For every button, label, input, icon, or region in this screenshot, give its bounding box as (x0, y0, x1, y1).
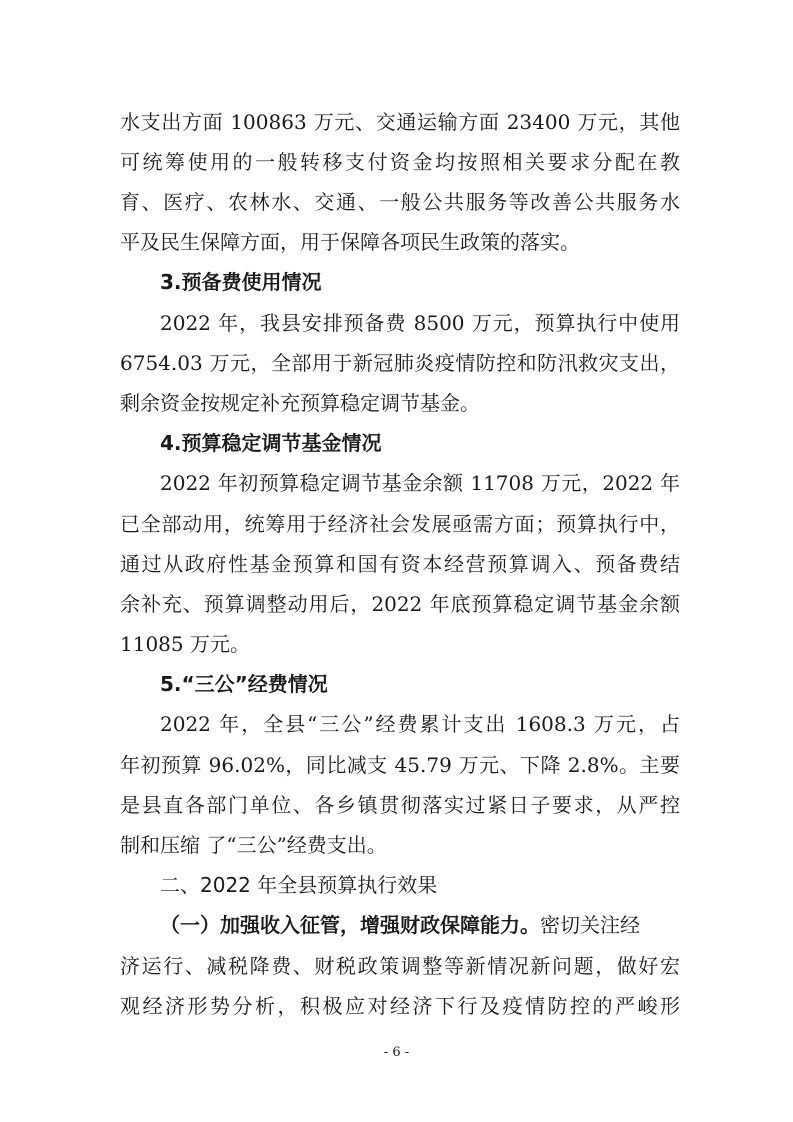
paragraph-line: 平及民生保障方面，用于保障各项民生政策的落实。 (120, 230, 580, 254)
paragraph-line: 通过从政府性基金预算和国有资本经营预算调入、预备费结 (120, 552, 680, 576)
paragraph-line: 已全部动用，统筹用于经济社会发展亟需方面；预算执行中， (120, 512, 680, 536)
chapter-heading: 二、2022 年全县预算执行效果 (160, 873, 438, 897)
paragraph-line: 2022 年，我县安排预备费 8500 万元，预算执行中使用 (160, 311, 680, 335)
paragraph-line: 观经济形势分析，积极应对经济下行及疫情防控的严峻形 (120, 994, 680, 1018)
section-heading: 3.预备费使用情况 (160, 270, 322, 294)
paragraph-text: 密切关注经 (540, 913, 640, 937)
paragraph-line (160, 913, 680, 937)
bold-lead: （一）加强收入征管，增强财政保障能力。 (160, 913, 540, 937)
paragraph-line: 6754.03 万元，全部用于新冠肺炎疫情防控和防汛救灾支出， (120, 351, 680, 375)
paragraph-line: 是县直各部门单位、各乡镇贯彻落实过紧日子要求，从严控 (120, 793, 680, 817)
paragraph-line: 育、医疗、农林水、交通、一般公共服务等改善公共服务水 (120, 190, 680, 214)
paragraph-line: 制和压缩 了“三公”经费支出。 (120, 833, 387, 857)
paragraph-line: 11085 万元。 (120, 632, 250, 656)
paragraph-line: 2022 年，全县“三公”经费累计支出 1608.3 万元，占 (160, 712, 680, 736)
section-heading: 4.预算稳定调节基金情况 (160, 431, 382, 455)
paragraph-line: 余补充、预算调整动用后，2022 年底预算稳定调节基金余额 (120, 592, 680, 616)
page-number: - 6 - (383, 1045, 410, 1060)
paragraph-line: 济运行、减税降费、财税政策调整等新情况新问题，做好宏 (120, 954, 680, 978)
paragraph-line: 水支出方面 100863 万元、交通运输方面 23400 万元，其他 (120, 110, 680, 134)
paragraph-line: 可统筹使用的一般转移支付资金均按照相关要求分配在教 (120, 150, 680, 174)
paragraph-line: 年初预算 96.02%，同比减支 45.79 万元、下降 2.8%。主要 (120, 753, 680, 777)
paragraph-line: 2022 年初预算稳定调节基金余额 11708 万元，2022 年 (160, 471, 680, 495)
paragraph-line: 剩余资金按规定补充预算稳定调节基金。 (120, 391, 480, 415)
section-heading: 5.“三公”经费情况 (160, 672, 328, 696)
